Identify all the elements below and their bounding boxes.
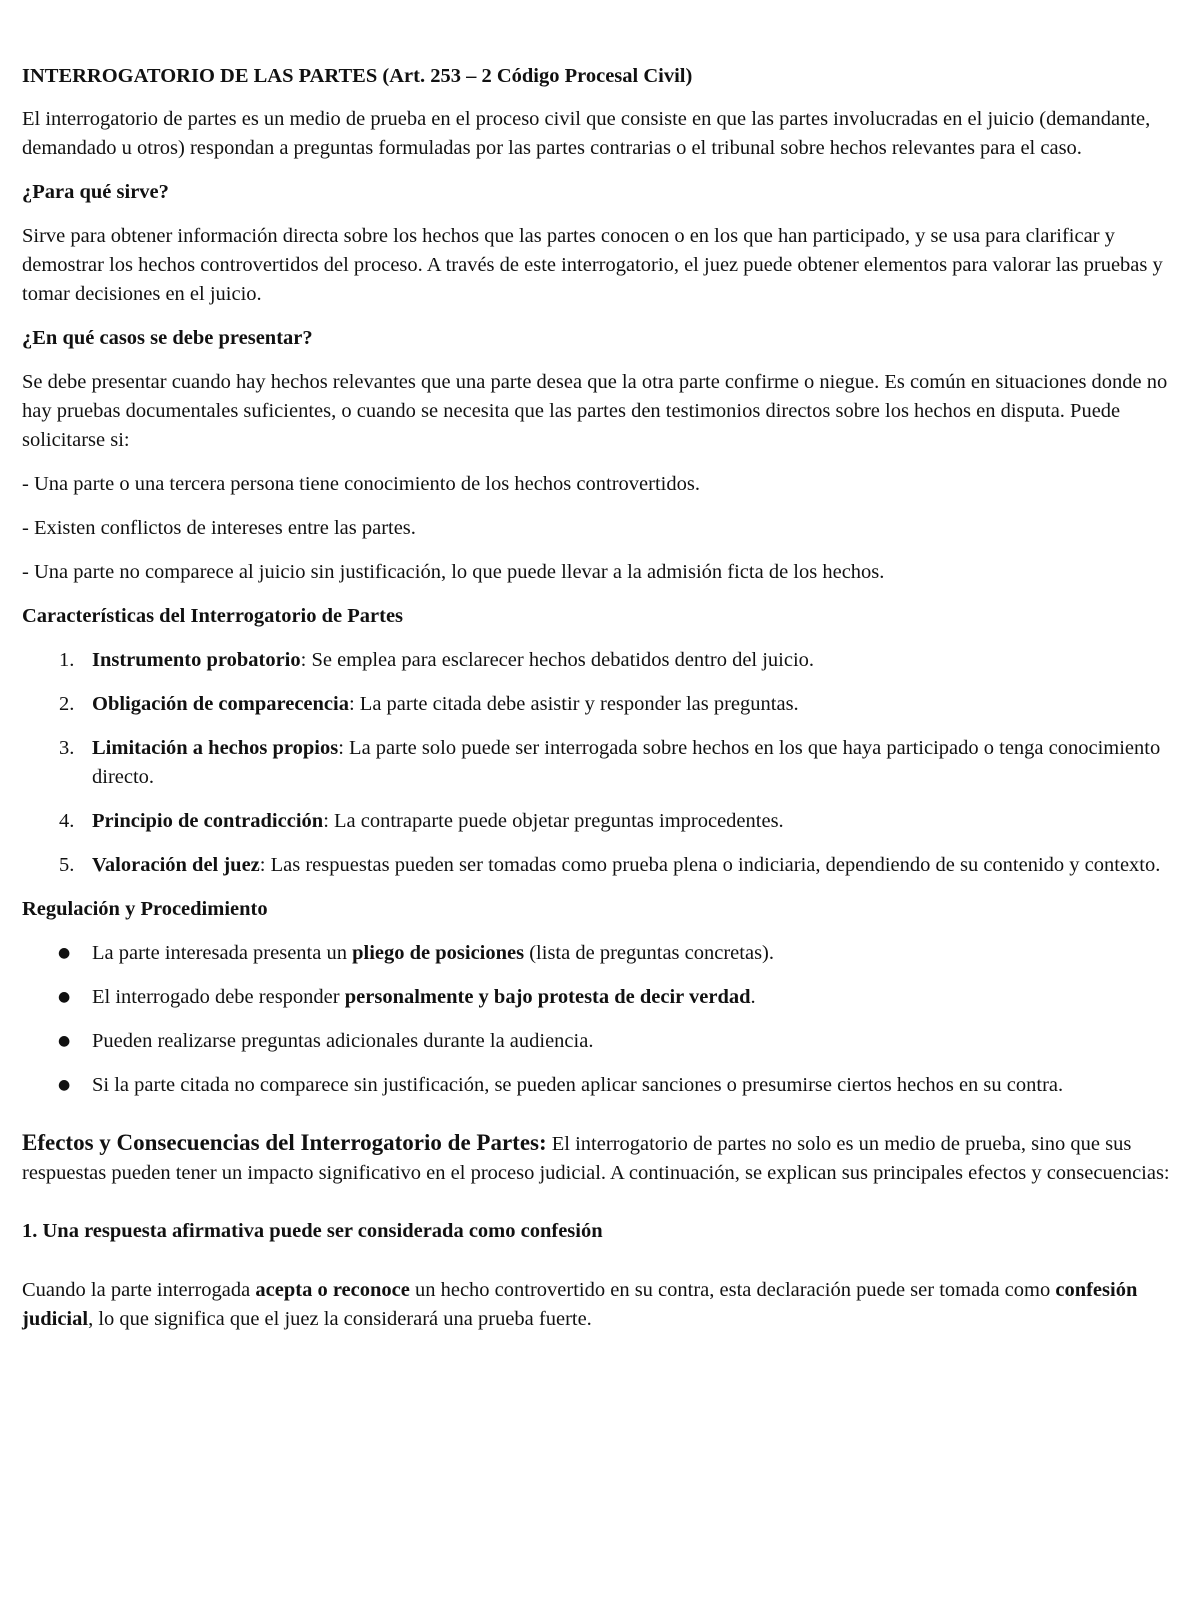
bullet-icon: ● (58, 1033, 71, 1049)
list-text: : Se emplea para esclarecer hechos debatidos dentro del juicio. (300, 649, 815, 671)
list-text: : La contraparte puede objetar preguntas improcedentes. (323, 810, 784, 832)
list-bold: pliego de posiciones (352, 942, 525, 964)
dash-item: - Una parte no comparece al juicio sin justificación, lo que puede llevar a la admisión ficta de los hechos. (22, 561, 885, 583)
list-item (22, 646, 1174, 675)
section-heading-characteristics: Características del Interrogatorio de Partes (22, 605, 404, 627)
list-item (22, 983, 1174, 1012)
final-text: Cuando la parte interrogada (22, 1279, 256, 1301)
list-term: Limitación a hechos propios (92, 737, 339, 759)
intro-paragraph: El interrogatorio de partes es un medio de prueba en el proceso civil que consiste en que las partes involucradas en el juicio (demandante, demandado u otros) respondan a preguntas formuladas por las partes contrarias o el tribunal sobre hechos relevantes para el caso. (22, 108, 1151, 159)
list-number: 1. (59, 649, 75, 671)
list-item (22, 1027, 1174, 1056)
regulation-list (22, 939, 1174, 1100)
final-bold: confesión judicial (22, 1279, 1138, 1330)
list-text: (lista de preguntas concretas). (524, 942, 774, 964)
final-text: , lo que significa que el juez la considerará una prueba fuerte. (88, 1308, 592, 1330)
list-bold: personalmente y bajo protesta de decir verdad (344, 986, 751, 1008)
list-item (22, 690, 1174, 719)
section-heading-purpose: ¿Para qué sirve? (22, 181, 169, 203)
list-term: Instrumento probatorio (92, 649, 301, 671)
list-number: 4. (59, 810, 75, 832)
list-term: Principio de contradicción (92, 810, 324, 832)
list-text: . (750, 986, 756, 1008)
section-heading-regulation: Regulación y Procedimiento (22, 898, 268, 920)
effects-heading: Efectos y Consecuencias del Interrogatorio de Partes: (22, 1130, 547, 1155)
list-number: 5. (59, 854, 75, 876)
list-item (22, 807, 1174, 836)
effects-body: El interrogatorio de partes no solo es un medio de prueba, sino que sus respuestas pueden tener un impacto significativo en el proceso judicial. A continuación, se explican sus principales efectos y consecuencias: (22, 1133, 1170, 1184)
list-text: : La parte citada debe asistir y responder las preguntas. (348, 693, 799, 715)
list-text: Si la parte citada no comparece sin justificación, se pueden aplicar sanciones o presumirse ciertos hechos en su contra. (92, 1074, 1064, 1096)
bullet-icon: ● (58, 945, 71, 961)
characteristics-list (22, 646, 1174, 880)
when-paragraph: Se debe presentar cuando hay hechos relevantes que una parte desea que la otra parte confirme o niegue. Es común en situaciones donde no hay pruebas documentales suficientes, o cuando se necesita que las partes den testimonios directos sobre los hechos en disputa. Puede solicitarse si: (22, 371, 1168, 451)
list-number: 3. (59, 737, 75, 759)
purpose-paragraph: Sirve para obtener información directa sobre los hechos que las partes conocen o en los que han participado, y se usa para clarificar y demostrar los hechos controvertidos del proceso. A través de este interrogatorio, el juez puede obtener elementos para valorar las pruebas y tomar decisiones en el juicio. (22, 225, 1163, 305)
final-paragraph (22, 1276, 1174, 1334)
effects-paragraph (22, 1128, 1174, 1188)
list-item (22, 851, 1174, 880)
list-text: : Las respuestas pueden ser tomadas como prueba plena o indiciaria, dependiendo de su contenido y contexto. (259, 854, 1161, 876)
document-title: INTERROGATORIO DE LAS PARTES (Art. 253 – 2 Código Procesal Civil) (22, 65, 693, 87)
list-text: La parte interesada presenta un (92, 942, 353, 964)
list-item (22, 1071, 1174, 1100)
final-bold: acepta o reconoce (255, 1279, 410, 1301)
list-item (22, 939, 1174, 968)
list-term: Valoración del juez (92, 854, 260, 876)
list-text: : La parte solo puede ser interrogada sobre hechos en los que haya participado o tenga conocimiento directo. (92, 737, 1161, 788)
bullet-icon: ● (58, 1077, 71, 1093)
list-term: Obligación de comparecencia (92, 693, 349, 715)
list-text: El interrogado debe responder (92, 986, 345, 1008)
final-text: un hecho controvertido en su contra, esta declaración puede ser tomada como (409, 1279, 1056, 1301)
list-item (22, 734, 1174, 792)
dash-item: - Existen conflictos de intereses entre las partes. (22, 517, 416, 539)
dash-item: - Una parte o una tercera persona tiene conocimiento de los hechos controvertidos. (22, 473, 700, 495)
subsection-heading: 1. Una respuesta afirmativa puede ser considerada como confesión (22, 1220, 603, 1242)
list-text: Pueden realizarse preguntas adicionales durante la audiencia. (92, 1030, 594, 1052)
list-number: 2. (59, 693, 75, 715)
section-heading-when: ¿En qué casos se debe presentar? (22, 327, 313, 349)
bullet-icon: ● (58, 989, 71, 1005)
